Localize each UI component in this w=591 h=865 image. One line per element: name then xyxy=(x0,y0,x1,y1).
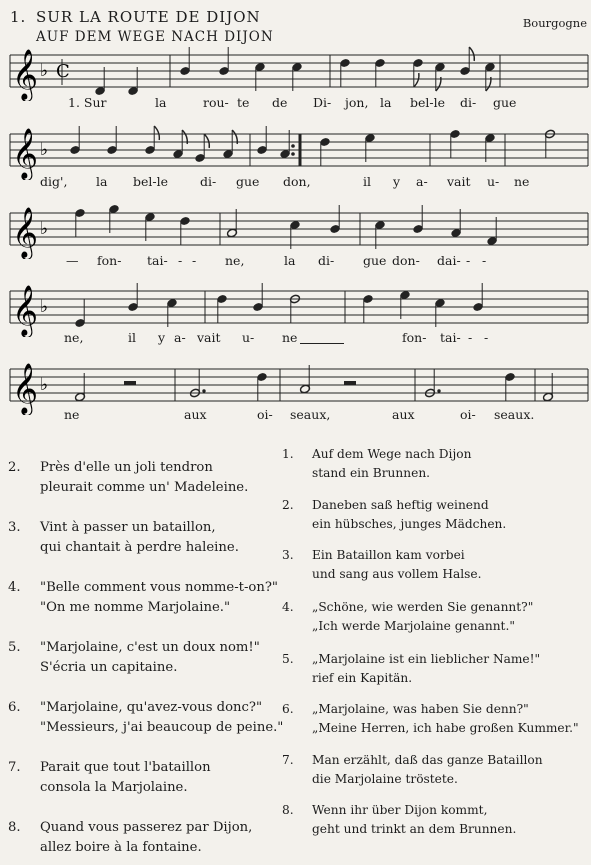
lyric-syllable: y xyxy=(158,330,166,345)
verse-number: 7. xyxy=(8,760,21,775)
flat-icon: ♭ xyxy=(40,297,49,317)
treble-clef-icon: 𝄞 xyxy=(12,128,39,179)
verse-line: die Marjolaine tröstete. xyxy=(312,772,458,786)
verse-number: 4. xyxy=(8,580,21,595)
lyric-syllable: oi- xyxy=(460,407,476,422)
verse-line: pleurait comme un' Madeleine. xyxy=(40,480,249,495)
lyric-syllable: don, xyxy=(283,174,311,189)
music-note xyxy=(340,58,351,87)
treble-clef-icon: 𝄞 xyxy=(12,363,39,414)
music-note xyxy=(330,205,341,234)
time-signature-icon: C xyxy=(56,61,70,82)
music-note xyxy=(217,294,228,323)
verse-number: 8. xyxy=(282,803,294,817)
verse-line: Vint à passer un bataillon, xyxy=(40,520,216,535)
verse-number: 7. xyxy=(282,753,294,767)
lyric-syllable: la xyxy=(96,174,108,189)
verse-line: Quand vous passerez par Dijon, xyxy=(40,820,253,835)
verse-number: 2. xyxy=(282,498,294,512)
verse-line: allez boire à la fontaine. xyxy=(40,840,202,855)
music-note xyxy=(413,58,424,87)
lyric-syllable: - xyxy=(192,253,197,268)
lyric-syllable: aux xyxy=(184,407,207,422)
half-rest-icon xyxy=(344,381,356,385)
lyric-syllable: gue xyxy=(363,253,387,268)
music-note xyxy=(505,372,516,401)
verse-number: 2. xyxy=(8,460,21,475)
verse-number: 3. xyxy=(282,548,294,562)
lyric-syllable: la xyxy=(155,95,167,110)
repeat-dot xyxy=(291,144,295,148)
song-region: Bourgogne xyxy=(522,16,587,30)
treble-clef-icon: 𝄞 xyxy=(12,207,39,258)
verse-line: qui chantait à perdre haleine. xyxy=(40,540,239,555)
verse-line: „Schöne, wie werden Sie genannt?" xyxy=(312,600,534,614)
verse-number: 4. xyxy=(282,600,294,614)
lyric-syllable: 1. Sur xyxy=(68,95,107,110)
verse-line: Wenn ihr über Dijon kommt, xyxy=(312,803,488,817)
lyric-syllable: la xyxy=(380,95,392,110)
song-title-german: AUF DEM WEGE NACH DIJON xyxy=(36,29,274,45)
lyric-syllable: a- xyxy=(174,330,186,345)
music-staff xyxy=(0,277,591,337)
lyric-syllable: di- xyxy=(318,253,335,268)
verse-line: Auf dem Wege nach Dijon xyxy=(312,447,472,461)
lyric-syllable: te xyxy=(237,95,250,110)
treble-clef-icon: 𝄞 xyxy=(12,49,39,100)
music-note xyxy=(219,47,230,76)
music-staff xyxy=(0,41,591,101)
song-number: 1. xyxy=(10,8,27,26)
verse-line: consola la Marjolaine. xyxy=(40,780,188,795)
lyric-syllable: ne xyxy=(514,174,530,189)
music-note xyxy=(107,126,118,155)
lyric-syllable: aux xyxy=(392,407,415,422)
verse-line: Près d'elle un joli tendron xyxy=(40,460,213,475)
music-note xyxy=(363,294,374,323)
verse-line: Daneben saß heftig weinend xyxy=(312,498,489,512)
lyric-syllable: oi- xyxy=(257,407,273,422)
music-note xyxy=(450,129,461,158)
lyric-syllable: seaux, xyxy=(290,407,331,422)
verse-line: "Marjolaine, c'est un doux nom!" xyxy=(40,640,260,655)
repeat-dot xyxy=(291,152,295,156)
lyric-syllable: rou- xyxy=(203,95,229,110)
music-note xyxy=(375,58,386,87)
music-staff xyxy=(0,355,591,415)
lyric-syllable: fon- xyxy=(402,330,427,345)
verse-line: "Messieurs, j'ai beaucoup de peine." xyxy=(40,720,284,735)
lyric-syllable: jon, xyxy=(345,95,369,110)
lyric-syllable: dig', xyxy=(40,174,68,189)
verse-line: „Meine Herren, ich habe großen Kummer." xyxy=(312,721,579,735)
verse-line: S'écria un capitaine. xyxy=(40,660,178,675)
lyric-syllable: dai- xyxy=(437,253,461,268)
lyric-syllable: di- xyxy=(200,174,217,189)
lyric-syllable: a- xyxy=(416,174,428,189)
lyric-syllable: - xyxy=(482,253,487,268)
lyric-syllable: ne xyxy=(282,330,298,345)
half-rest-icon xyxy=(124,381,136,385)
music-staff xyxy=(0,120,591,180)
music-note xyxy=(70,126,81,155)
lyric-syllable: tai- xyxy=(147,253,168,268)
music-note xyxy=(257,126,268,155)
verse-line: „Marjolaine ist ein lieblicher Name!" xyxy=(312,652,541,666)
lyric-syllable: de xyxy=(272,95,288,110)
lyric-syllable: il xyxy=(363,174,371,189)
verse-line: Man erzählt, daß das ganze Bataillon xyxy=(312,753,543,767)
music-staff xyxy=(0,199,591,259)
treble-clef-icon: 𝄞 xyxy=(12,285,39,336)
verse-line: "On me nomme Marjolaine." xyxy=(40,600,231,615)
lyric-syllable: — xyxy=(66,253,79,268)
verse-number: 1. xyxy=(282,447,294,461)
lyric-syllable: la xyxy=(284,253,296,268)
music-note xyxy=(413,205,424,234)
lyric-syllable: don- xyxy=(392,253,420,268)
music-note xyxy=(473,283,484,312)
flat-icon: ♭ xyxy=(40,140,49,160)
verse-number: 5. xyxy=(8,640,21,655)
music-note xyxy=(253,283,264,312)
verse-line: "Belle comment vous nomme-t-on?" xyxy=(40,580,278,595)
music-note xyxy=(257,372,268,401)
music-note xyxy=(128,283,139,312)
lyric-syllable: vait xyxy=(447,174,471,189)
lyric-syllable: fon- xyxy=(97,253,122,268)
lyric-syllable: - xyxy=(484,330,489,345)
lyric-syllable: tai- xyxy=(440,330,461,345)
lyric-syllable: ne xyxy=(64,407,80,422)
verse-number: 3. xyxy=(8,520,21,535)
verse-line: Ein Bataillon kam vorbei xyxy=(312,548,465,562)
music-note xyxy=(180,216,191,245)
verse-number: 5. xyxy=(282,652,294,666)
lyric-syllable: vait xyxy=(197,330,221,345)
lyric-syllable: y xyxy=(393,174,401,189)
verse-line: "Marjolaine, qu'avez-vous donc?" xyxy=(40,700,263,715)
verse-number: 6. xyxy=(8,700,21,715)
lyric-syllable: u- xyxy=(487,174,500,189)
lyric-syllable: gue xyxy=(236,174,260,189)
lyric-syllable: bel-le xyxy=(133,174,169,189)
verse-line: ein hübsches, junges Mädchen. xyxy=(312,517,507,531)
verse-line: Parait que tout l'bataillon xyxy=(40,760,211,775)
melisma-extender xyxy=(300,343,344,344)
verse-line: „Marjolaine, was haben Sie denn?" xyxy=(312,702,529,716)
title-french-text: SUR LA ROUTE DE DIJON xyxy=(36,8,261,26)
lyric-syllable: u- xyxy=(242,330,255,345)
verse-line: stand ein Brunnen. xyxy=(312,466,431,480)
lyric-syllable: ne, xyxy=(64,330,84,345)
lyric-syllable: - xyxy=(178,253,183,268)
flat-icon: ♭ xyxy=(40,375,49,395)
song-title-french xyxy=(10,8,261,26)
music-note xyxy=(180,47,191,76)
lyric-syllable: - xyxy=(466,253,471,268)
music-note xyxy=(75,208,86,237)
lyric-syllable: Di- xyxy=(313,95,332,110)
lyric-syllable: bel-le xyxy=(410,95,446,110)
verse-line: geht und trinkt an dem Brunnen. xyxy=(312,822,517,836)
music-note xyxy=(320,137,331,166)
lyric-syllable: seaux. xyxy=(494,407,535,422)
lyric-syllable: il xyxy=(128,330,136,345)
flat-icon: ♭ xyxy=(40,219,49,239)
lyric-syllable: ne, xyxy=(225,253,245,268)
music-note xyxy=(75,299,86,328)
lyric-syllable: di- xyxy=(460,95,477,110)
verse-number: 8. xyxy=(8,820,21,835)
lyric-syllable: gue xyxy=(493,95,517,110)
lyric-syllable: - xyxy=(468,330,473,345)
verse-number: 6. xyxy=(282,702,294,716)
verse-line: und sang aus vollem Halse. xyxy=(312,567,482,581)
verse-line: rief ein Kapitän. xyxy=(312,671,413,685)
verse-line: „Ich werde Marjolaine genannt." xyxy=(312,619,515,633)
flat-icon: ♭ xyxy=(40,61,49,81)
